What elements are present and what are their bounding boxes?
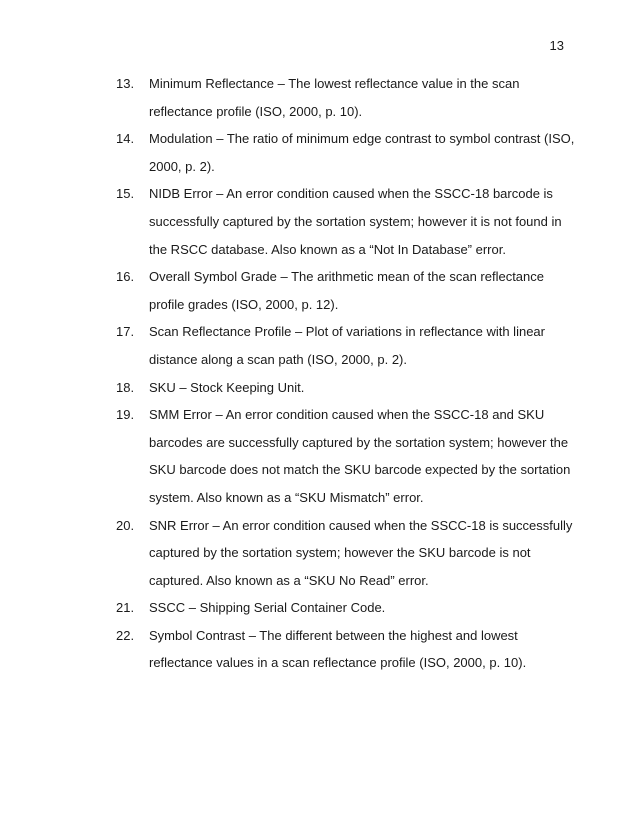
definition-item	[116, 180, 570, 263]
definition-line: profile grades (ISO, 2000, p. 12).	[149, 296, 339, 312]
definition-number: 16.	[116, 269, 135, 285]
page-number: 13	[549, 38, 564, 53]
definition-item	[116, 401, 571, 511]
definition-line: SSCC – Shipping Serial Container Code.	[149, 600, 386, 616]
definition-line: SKU – Stock Keeping Unit.	[149, 379, 305, 395]
definition-item	[116, 70, 570, 125]
definition-text	[149, 374, 570, 402]
definition-line: captured. Also known as a “SKU No Read” error.	[149, 572, 429, 588]
definition-text	[149, 401, 570, 511]
definition-item	[116, 318, 570, 373]
definition-item	[116, 622, 570, 677]
definition-line: reflectance profile (ISO, 2000, p. 10).	[149, 103, 363, 119]
definition-text	[149, 594, 570, 622]
definition-text	[149, 70, 570, 125]
definition-line: successfully captured by the sortation system; however it is not found in	[149, 213, 562, 229]
definition-line: Scan Reflectance Profile – Plot of variations in reflectance with linear	[149, 324, 545, 340]
definition-number: 20.	[116, 517, 135, 533]
definition-line: reflectance values in a scan reflectance profile (ISO, 2000, p. 10).	[149, 655, 527, 671]
definition-line: the RSCC database. Also known as a “Not In Database” error.	[149, 241, 506, 257]
definition-number: 14.	[116, 131, 135, 147]
definition-text	[149, 180, 570, 263]
definition-line: SNR Error – An error condition caused when the SSCC-18 is successfully	[149, 517, 573, 533]
definition-number: 19.	[116, 407, 135, 423]
definition-line: Minimum Reflectance – The lowest reflectance value in the scan	[149, 76, 520, 91]
definition-text	[149, 263, 570, 318]
definition-number: 13.	[116, 76, 135, 91]
definition-line: distance along a scan path (ISO, 2000, p. 2).	[149, 351, 407, 367]
definition-line: 2000, p. 2).	[149, 158, 215, 174]
definition-number: 17.	[116, 324, 135, 340]
definition-line: Modulation – The ratio of minimum edge contrast to symbol contrast (ISO,	[149, 131, 575, 147]
definition-item	[116, 512, 573, 595]
definition-line: Overall Symbol Grade – The arithmetic mean of the scan reflectance	[149, 269, 545, 285]
definition-line: SKU barcode does not match the SKU barcode expected by the sortation	[149, 462, 571, 478]
definition-line: Symbol Contrast – The different between the highest and lowest	[149, 627, 518, 643]
definition-item	[116, 125, 575, 180]
definition-number: 21.	[116, 600, 135, 616]
definition-item	[116, 374, 570, 402]
definition-text	[149, 125, 575, 180]
definition-item	[116, 263, 570, 318]
definition-number: 22.	[116, 627, 135, 643]
definition-number: 18.	[116, 379, 135, 395]
definition-line: captured by the sortation system; however the SKU barcode is not	[149, 545, 531, 561]
definition-item	[116, 594, 570, 622]
definition-list	[116, 70, 575, 677]
definition-text	[149, 622, 570, 677]
definition-number: 15.	[116, 186, 135, 202]
definition-text	[149, 318, 570, 373]
definition-line: barcodes are successfully captured by the sortation system; however the	[149, 434, 569, 450]
definition-line: NIDB Error – An error condition caused when the SSCC-18 barcode is	[149, 186, 553, 202]
definition-line: system. Also known as a “SKU Mismatch” error.	[149, 489, 424, 505]
definition-text	[149, 512, 573, 595]
definition-line: SMM Error – An error condition caused when the SSCC-18 and SKU	[149, 407, 545, 423]
